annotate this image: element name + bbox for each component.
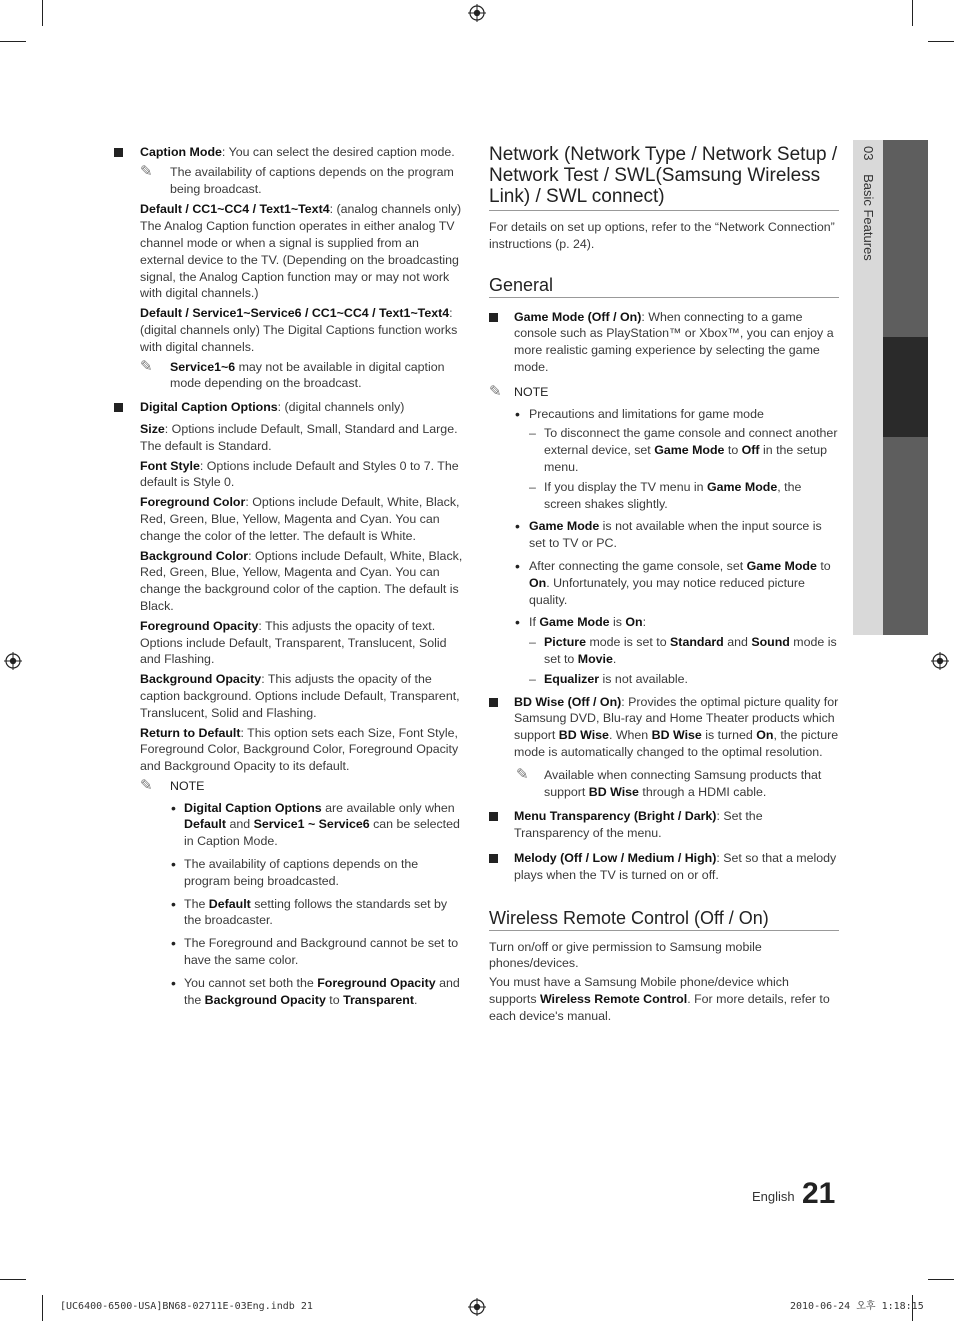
note-bullet: • After connecting the game console, set Game Mode to On. Unfortunately, you may notice reduced picture quality. <box>515 557 831 607</box>
digital-caption-paragraph: Default / Service1~Service6 / CC1~CC4 / Text1~Text4: (digital channels only) The Digital Captions function works with digital channels. <box>140 306 458 354</box>
melody-item: Melody (Off / Low / Medium / High): Set so that a melody plays when the TV is turned on or off. <box>489 850 839 884</box>
service-note: ✎ Service1~6 may not be available in digital caption mode depending on the broadcast. <box>140 357 445 391</box>
square-bullet-icon <box>489 698 498 707</box>
menu-transparency-item: Menu Transparency (Bright / Dark): Set the Transparency of the menu. <box>489 808 839 842</box>
crop-mark <box>0 1279 26 1280</box>
wireless-paragraph-2: You must have a Samsung Mobile phone/device which supports Wireless Remote Control. For more details, refer to each device's manual. <box>489 975 830 1023</box>
page-number: 21 <box>802 1177 836 1210</box>
network-description: For details on set up options, refer to the “Network Connection” instructions (p. 24). <box>489 220 835 251</box>
note-bullet: • Precautions and limitations for game mode <box>515 405 764 422</box>
right-column <box>489 144 839 1024</box>
bullet-dot-icon: • <box>171 856 176 873</box>
network-heading: Network (Network Type / Network Setup / Network Test / SWL(Samsung Wireless Link) / SWL connect) <box>489 144 839 211</box>
chapter-title: Basic Features <box>860 174 876 261</box>
dash-icon: – <box>529 671 536 686</box>
square-bullet-icon <box>489 313 498 322</box>
print-slug-date: 2010-06-24 오후 1:18:15 <box>790 1301 924 1312</box>
chapter-number: 03 <box>860 146 876 161</box>
bd-wise-note: ✎ Available when connecting Samsung products that support BD Wise through a HDMI cable. <box>516 765 822 799</box>
bullet-dot-icon: • <box>171 799 176 816</box>
dash-icon: – <box>529 635 536 650</box>
crop-mark <box>42 0 43 26</box>
bullet-dot-icon: • <box>171 935 176 952</box>
crop-mark <box>42 1295 43 1321</box>
return-to-default-option: Return to Default: This option sets each Size, Font Style, Foreground Color, Background Color, Foreground Opacity and Background Opacity to its default. <box>140 725 459 774</box>
foreground-color-option: Foreground Color: Options include Default, White, Black, Red, Green, Blue, Yellow, Magenta and Cyan. You can change the color of the letter. The default is White. <box>140 495 460 543</box>
caption-mode-item: Caption Mode: You can select the desired caption mode. <box>114 144 466 161</box>
side-tab-label <box>859 146 876 261</box>
note-heading: ✎ NOTE <box>140 776 205 794</box>
registration-mark-icon <box>931 652 949 670</box>
crop-mark <box>0 41 26 42</box>
registration-mark-icon <box>4 652 22 670</box>
background-opacity-option: Background Opacity: This adjusts the opacity of the caption background. Options include Default, Transparent, Translucent, Solid and Flashing. <box>140 672 460 720</box>
font-style-option: Font Style: Options include Default and Styles 0 to 7. The default is Style 0. <box>140 458 459 490</box>
note-bullet: • Digital Caption Options are available only when Default and Service1 ~ Service6 can be selected in Caption Mode. <box>171 799 460 849</box>
note-dash-item: – Picture mode is set to Standard and Sound mode is set to Movie. <box>529 635 837 666</box>
dash-icon: – <box>529 479 536 494</box>
note-heading: ✎ NOTE <box>489 382 549 400</box>
note-bullet: • The availability of captions depends on the program being broadcasted. <box>171 856 419 888</box>
note-bullet: • You cannot set both the Foreground Opacity and the Background Opacity to Transparent. <box>171 974 460 1007</box>
print-slug-file: [UC6400-6500-USA]BN68-02711E-03Eng.indb 21 <box>60 1301 313 1312</box>
note-dash-item: – To disconnect the game console and connect another external device, set Game Mode to Off in the setup menu. <box>529 426 838 474</box>
side-tab-active-block <box>883 337 928 437</box>
registration-mark-icon <box>468 4 486 22</box>
crop-mark <box>928 1279 954 1280</box>
caption-note: ✎ The availability of captions depends on the program being broadcast. <box>140 162 454 196</box>
game-mode-item: Game Mode (Off / On): When connecting to a game console such as PlayStation™ or Xbox™, you can enjoy a more realistic gaming experience by selecting the game mode. <box>489 309 839 376</box>
pencil-note-icon: ✎ <box>516 765 529 783</box>
side-tab-block <box>883 437 928 635</box>
bullet-dot-icon: • <box>515 405 520 422</box>
note-bullet: • The Default setting follows the standards set by the broadcaster. <box>171 895 448 928</box>
square-bullet-icon <box>114 403 123 412</box>
note-bullet: • The Foreground and Background cannot be set to have the same color. <box>171 935 459 968</box>
digital-caption-options-item: Digital Caption Options: (digital channels only) <box>114 399 466 416</box>
size-option: Size: Options include Default, Small, Standard and Large. The default is Standard. <box>140 421 458 453</box>
bullet-dot-icon: • <box>515 518 520 535</box>
bullet-dot-icon: • <box>515 557 520 574</box>
pencil-note-icon: ✎ <box>140 162 153 180</box>
square-bullet-icon <box>489 854 498 863</box>
bullet-dot-icon: • <box>171 895 176 912</box>
crop-mark <box>912 0 913 26</box>
foreground-opacity-option: Foreground Opacity: This adjusts the opacity of text. Options include Default, Transparent, Translucent, Solid and Flashing. <box>140 618 447 667</box>
bullet-dot-icon: • <box>171 974 176 991</box>
background-color-option: Background Color: Options include Default, White, Black, Red, Green, Blue, Yellow, Magenta and Cyan. You can change the background color of the caption. The default is Black. <box>140 548 463 613</box>
dash-icon: – <box>529 426 536 441</box>
side-tab-block <box>883 140 928 337</box>
note-dash-item: – Equalizer is not available. <box>529 671 688 686</box>
note-bullet: • If Game Mode is On: <box>515 614 647 631</box>
left-column <box>114 144 466 1008</box>
bullet-dot-icon: • <box>515 614 520 631</box>
crop-mark <box>928 41 954 42</box>
note-bullet: • Game Mode is not available when the input source is set to TV or PC. <box>515 518 822 551</box>
general-heading: General <box>489 275 839 298</box>
square-bullet-icon <box>114 148 123 157</box>
wireless-remote-heading: Wireless Remote Control (Off / On) <box>489 908 839 931</box>
pencil-note-icon: ✎ <box>140 776 153 794</box>
bd-wise-item: BD Wise (Off / On): Provides the optimal picture quality for Samsung DVD, Blu-ray and Home Theater products which support BD Wise. When BD Wise is turned On, the picture mode is automatically changed to the optimal resolution. <box>489 694 839 761</box>
pencil-note-icon: ✎ <box>489 382 502 400</box>
square-bullet-icon <box>489 812 498 821</box>
note-dash-item: – If you display the TV menu in Game Mode, the screen shakes slightly. <box>529 479 802 511</box>
footer-language: English <box>752 1189 795 1204</box>
wireless-paragraph-1: Turn on/off or give permission to Samsung mobile phones/devices. <box>489 939 762 971</box>
analog-caption-paragraph: Default / CC1~CC4 / Text1~Text4: (analog channels only) The Analog Caption function operates in either analog TV channel mode or when a signal is supplied from an external device to the TV. (Depending on the broadcasting signal, the Analog Caption function may or may not work with digital channels.) <box>140 202 462 301</box>
pencil-note-icon: ✎ <box>140 357 153 375</box>
registration-mark-icon <box>468 1298 486 1316</box>
